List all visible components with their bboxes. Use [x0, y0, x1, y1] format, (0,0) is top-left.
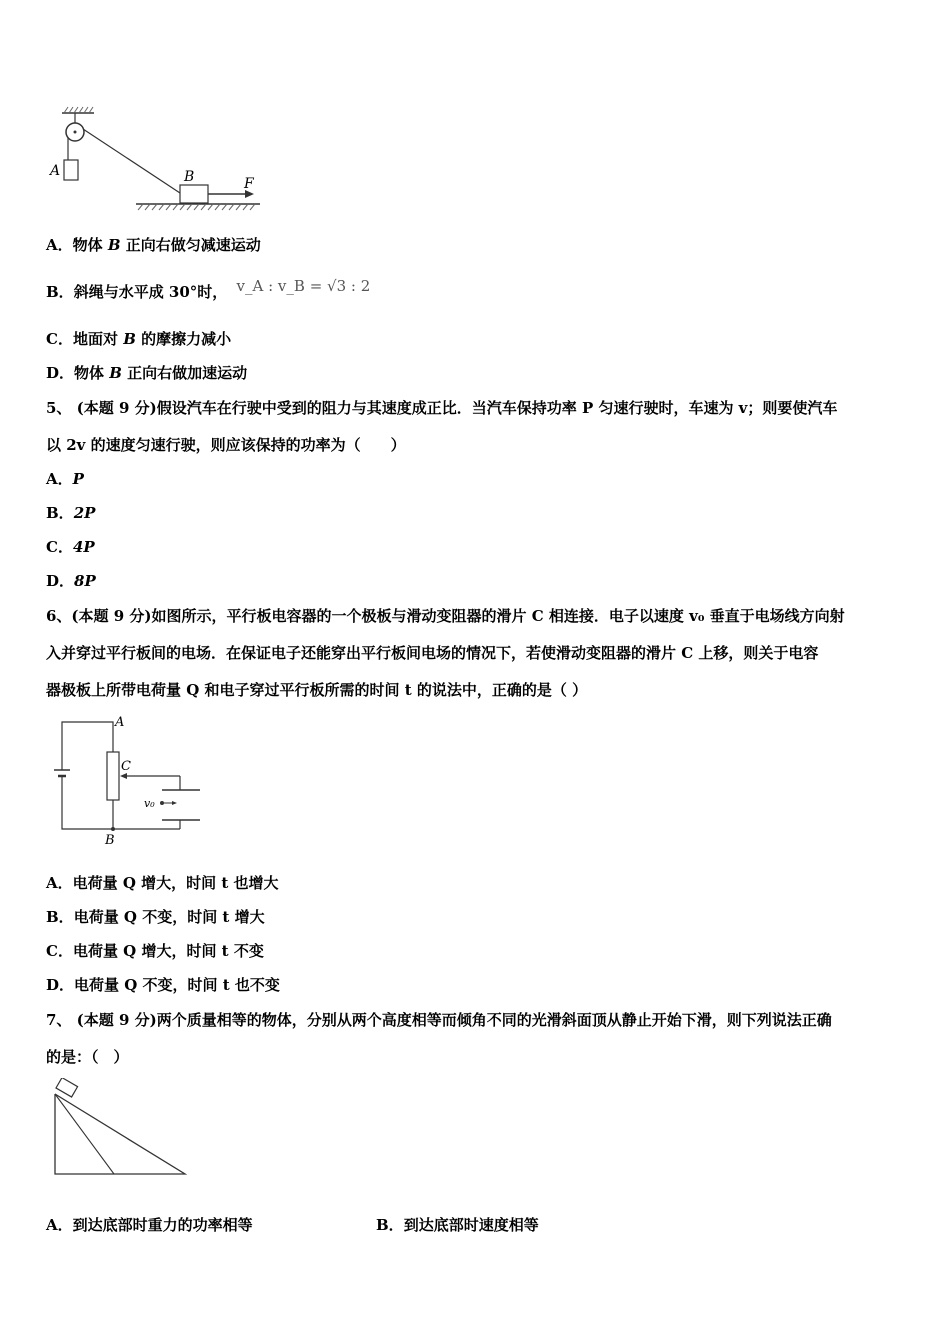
- label-b: B: [184, 169, 195, 185]
- q7-stem-line1: 7、 (本题 9 分)两个质量相等的物体，分别从两个高度相等而倾角不同的光滑斜面顶从静止开始下滑，则下列说法正确: [46, 1011, 832, 1029]
- q6-option-b[interactable]: B．电荷量 Q 不变，时间 t 增大: [46, 908, 265, 926]
- q6-option-c[interactable]: C．电荷量 Q 增大，时间 t 不变: [46, 942, 264, 960]
- q6-option-a[interactable]: A．电荷量 Q 增大，时间 t 也增大: [46, 874, 279, 892]
- q6-stem-line2: 入并穿过平行板间的电场．在保证电子还能穿出平行板间电场的情况下，若使滑动变阻器的滑片 C 上移，则关于电容: [46, 644, 819, 662]
- q4-option-b[interactable]: B．斜绳与水平成 30°时， v_A : v_B = √3 : 2: [46, 277, 371, 301]
- q4-option-a[interactable]: A．物体 B 正向右做匀减速运动: [46, 236, 261, 254]
- q6-stem-line1: 6、(本题 9 分)如图所示，平行板电容器的一个极板与滑动变阻器的滑片 C 相连接．电子以速度 v₀ 垂直于电场线方向射: [46, 607, 845, 625]
- velocity-ratio-formula: v_A : v_B = √3 : 2: [236, 277, 371, 295]
- label-a: A: [50, 163, 61, 179]
- q5-stem-line1: 5、 (本题 9 分)假设汽车在行驶中受到的阻力与其速度成正比．当汽车保持功率 P 匀速行驶时，车速为 v；则要使汽车: [46, 399, 838, 417]
- q6-option-d[interactable]: D．电荷量 Q 不变，时间 t 也不变: [46, 976, 280, 994]
- label-v0: v₀: [144, 797, 155, 810]
- q4-option-d[interactable]: D．物体 B 正向右做加速运动: [46, 364, 248, 382]
- incline-figure: [48, 1078, 193, 1180]
- label-f: F: [244, 176, 254, 192]
- q6-stem-line3: 器极板上所带电荷量 Q 和电子穿过平行板所需的时间 t 的说法中，正确的是（ ）: [46, 681, 588, 699]
- q7-option-b[interactable]: B．到达底部时速度相等: [376, 1216, 539, 1234]
- q7-stem-line2: 的是：（ ）: [46, 1048, 129, 1066]
- q4-option-c[interactable]: C．地面对 B 的摩擦力减小: [46, 330, 232, 348]
- q7-option-a[interactable]: A．到达底部时重力的功率相等: [46, 1216, 253, 1234]
- q5-option-a[interactable]: A．P: [46, 470, 84, 488]
- label-c: C: [121, 759, 131, 774]
- circuit-figure: [48, 712, 218, 852]
- label-b: B: [105, 833, 115, 848]
- q5-stem-line2: 以 2v 的速度匀速行驶，则应该保持的功率为（ ）: [46, 436, 406, 454]
- q5-option-b[interactable]: B．2P: [46, 504, 96, 522]
- q5-option-c[interactable]: C．4P: [46, 538, 95, 556]
- pulley-figure: [48, 105, 268, 217]
- q5-option-d[interactable]: D．8P: [46, 572, 96, 590]
- label-a: A: [115, 715, 125, 730]
